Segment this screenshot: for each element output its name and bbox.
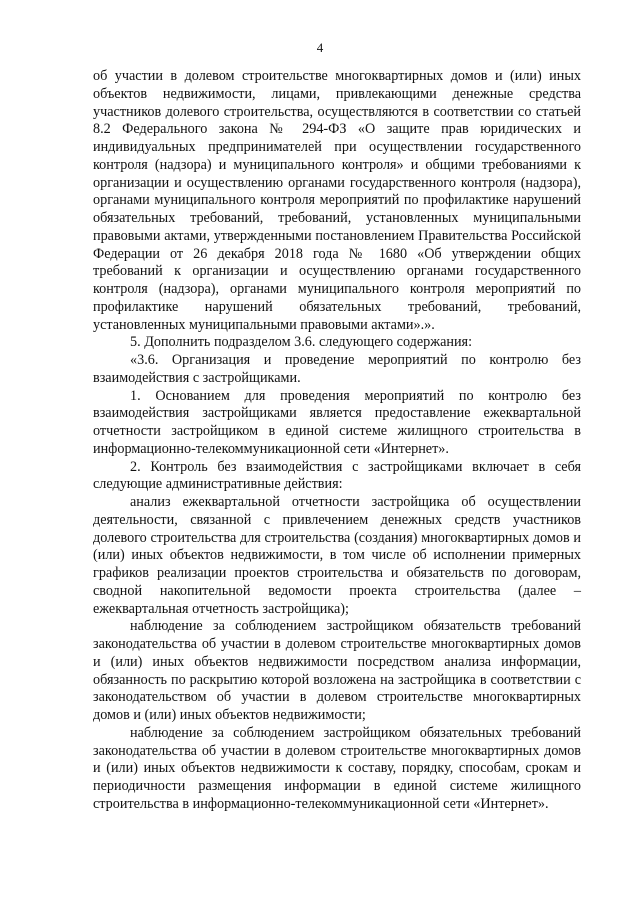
paragraph-observation-action-1: наблюдение за соблюдением застройщиком обязательств требований законодательства об участии в долевом строительстве многоквартирных домов и (или) иных объектов недвижимости посредством анализа информации, обязанность по раскрытию которой возложена на застройщика в соответствии с законодательством об участии в долевом строительстве многоквартирных домов и (или) иных объектов недвижимости;: [93, 618, 581, 723]
paragraph-observation-action-2: наблюдение за соблюдением застройщиком обязательных требований законодательства об участии в долевом строительстве многоквартирных домов и (или) иных объектов недвижимости к составу, порядку, способам, срокам и периодичности размещения информации в единой системе жилищного строительства в информационно-телекоммуникационной сети «Интернет».: [93, 724, 581, 812]
paragraph-clause-1: 1. Основанием для проведения мероприятий по контролю без взаимодействия застройщиками является предоставление ежеквартальной отчетности застройщиком в единой системе жилищного строительства в информационно-телекоммуникационной сети «Интернет».: [93, 387, 581, 457]
paragraph-subsection-3-6-heading: «3.6. Организация и проведение мероприятий по контролю без взаимодействия с застройщиками.: [93, 352, 581, 386]
paragraph-analysis-action: анализ ежеквартальной отчетности застройщика об осуществлении деятельности, связанной с привлечением денежных средств участников долевого строительства для строительства (создания) многоквартирных домов и (или) иных объектов недвижимости, в том числе об исполнении примерных графиков реализации проектов строительства и обязательств по договорам, сводной накопительной ведомости проекта строительства (далее – ежеквартальная отчетность застройщика);: [93, 494, 581, 617]
document-body: [93, 68, 581, 814]
paragraph-item-5: 5. Дополнить подразделом 3.6. следующего содержания:: [130, 334, 473, 351]
paragraph-clause-2: 2. Контроль без взаимодействия с застройщиками включает в себя следующие административные действия:: [93, 458, 581, 493]
page-number: 4: [316, 40, 324, 55]
paragraph-continuation: об участии в долевом строительстве многоквартирных домов и (или) иных объектов недвижимости, лицами, привлекающими денежные средства участников долевого строительства, осуществляются в соответствии со статьей 8.2 Федерального закона № 294-ФЗ «О защите прав юридических и индивидуальных предпринимателей при осуществлении государственного контроля (надзора) и муниципального контроля» и общими требованиями к организации и осуществлению органами государственного контроля (надзора), органами муниципального контроля мероприятий по профилактике нарушений обязательных требований, требований, установленных муниципальными правовыми актами, утвержденными постановлением Правительства Российской Федерации от 26 декабря 2018 года № 1680 «Об утверждении общих требований к организации и осуществлению органами государственного контроля (надзора), органами муниципального контроля мероприятий по профилактике нарушений обязательных требований, требований, установленных муниципальными правовыми актами».».: [93, 68, 581, 333]
